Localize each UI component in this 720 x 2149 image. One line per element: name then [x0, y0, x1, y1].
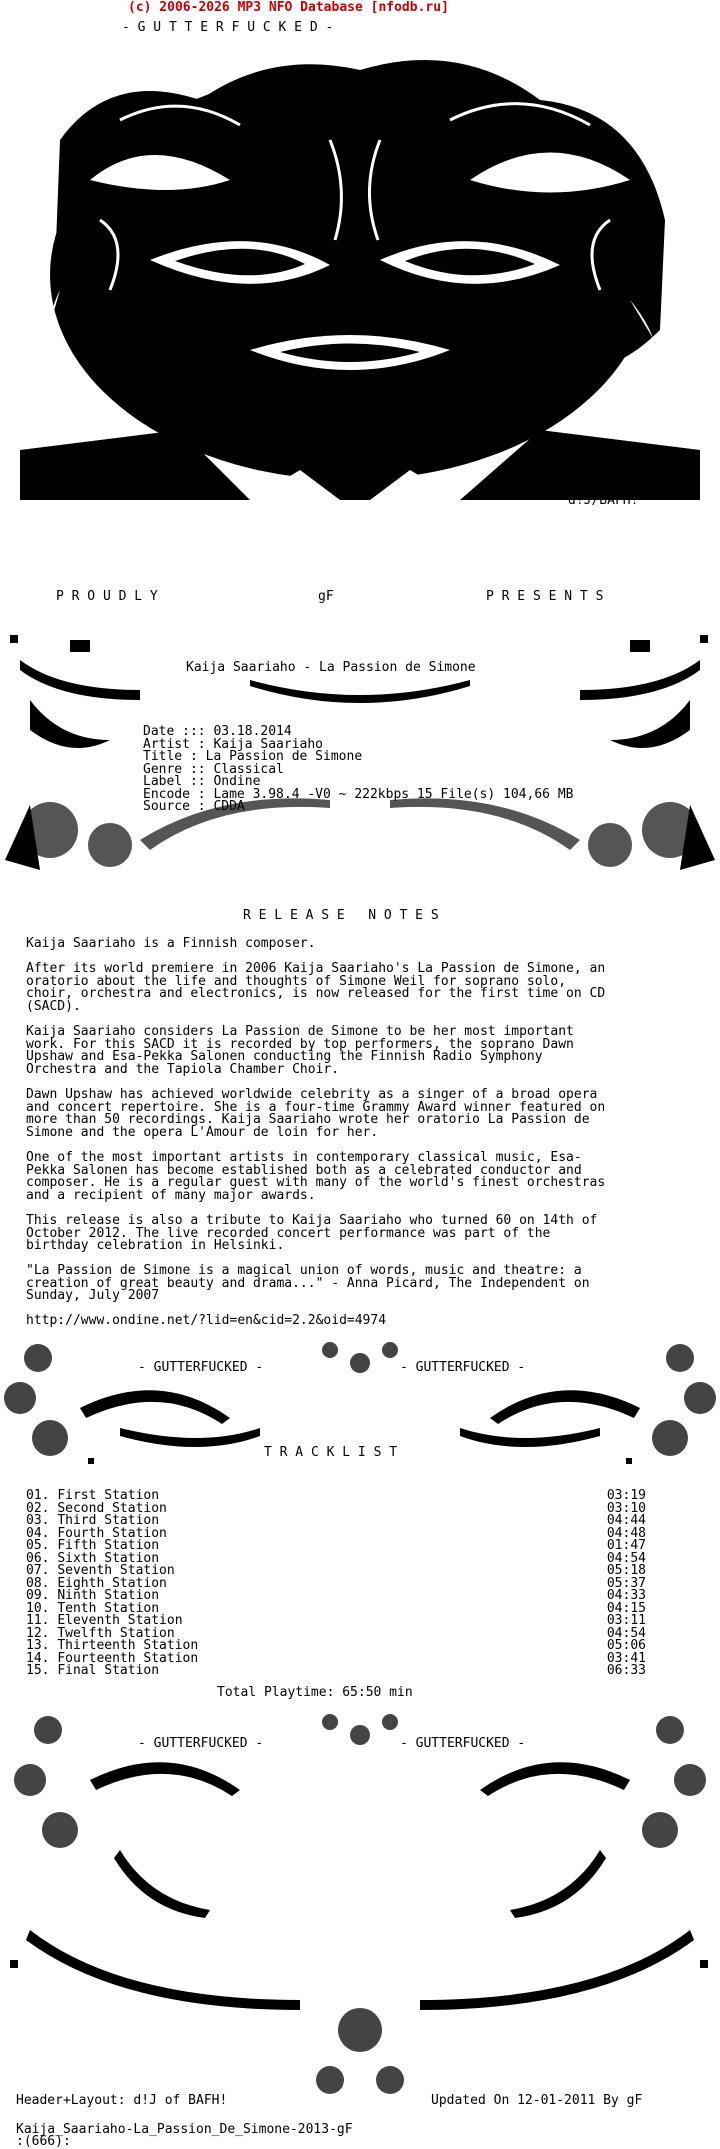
- track-number: 10.: [26, 1600, 50, 1616]
- track-number: 02.: [26, 1500, 50, 1516]
- divider-left-label-2: - GUTTERFUCKED -: [138, 1736, 264, 1751]
- release-info: [143, 726, 573, 814]
- track-number: 06.: [26, 1550, 50, 1566]
- track-number: 03.: [26, 1513, 50, 1528]
- info-label: Label :: Ondine: [143, 774, 261, 789]
- notes-paragraph-4: Dawn Upshaw has achieved worldwide celebrity as a singer of a broad opera and concert repertoire. She is a four-time Grammy Award winner featured on more than 50 recordings. Kaija Saariaho wrote her oratorio La Passion de Simone and the opera L'Amour de loin for her.: [26, 1087, 606, 1140]
- ascii-face-art: [0, 30, 720, 550]
- track-duration: 05:06: [606, 1638, 646, 1653]
- track-title: Ninth Station: [57, 1588, 160, 1603]
- track-title: Eighth Station: [57, 1575, 167, 1591]
- track-number: 11.: [26, 1613, 50, 1628]
- footer-credits: Header+Layout: d!J of BAFH!: [16, 2093, 228, 2108]
- info-title: Title : La Passion de Simone: [143, 749, 363, 764]
- divider-art-2: [0, 1700, 720, 2120]
- footer-filename: Kaija_Saariaho-La_Passion_De_Simone-2013-gF: [16, 2122, 353, 2137]
- gf-label: gF: [318, 589, 334, 604]
- track-number: 05.: [26, 1538, 50, 1553]
- group-title: - G U T T E R F U C K E D -: [122, 20, 334, 35]
- track-duration: 03:41: [606, 1650, 646, 1666]
- track-number: 08.: [26, 1575, 50, 1591]
- track-row: [26, 1665, 646, 1678]
- notes-paragraph-1: Kaija Saariaho is a Finnish composer.: [26, 936, 316, 951]
- release-notes-heading: R E L E A S E N O T E S: [243, 908, 439, 923]
- track-title: Thirteenth Station: [57, 1638, 199, 1653]
- track-title: Sixth Station: [57, 1550, 160, 1566]
- info-genre: Genre :: Classical: [143, 761, 284, 777]
- divider-left-label: - GUTTERFUCKED -: [138, 1360, 264, 1375]
- notes-url[interactable]: http://www.ondine.net/?lid=en&cid=2.2&oid=4974: [26, 1313, 387, 1328]
- track-title: Fourth Station: [57, 1525, 167, 1541]
- notes-paragraph-6: This release is also a tribute to Kaija Saariaho who turned 60 on 14th of October 2012. The live recorded concert performance was part of the birthday celebration in Helsinki.: [26, 1213, 598, 1253]
- footer-tag: :(666):: [16, 2134, 71, 2149]
- info-artist: Artist : Kaija Saariaho: [143, 736, 324, 752]
- track-title: Tenth Station: [57, 1600, 160, 1616]
- presents-label: P R E S E N T S: [486, 589, 604, 604]
- art-signature: d!J/BAFH!: [568, 493, 639, 508]
- divider-right-label: - GUTTERFUCKED -: [400, 1360, 526, 1375]
- track-duration: 06:33: [606, 1663, 646, 1678]
- track-number: 01.: [26, 1488, 50, 1503]
- total-playtime: Total Playtime: 65:50 min: [217, 1685, 413, 1700]
- release-title: Kaija Saariaho - La Passion de Simone: [186, 660, 476, 675]
- track-duration: 01:47: [606, 1538, 646, 1553]
- info-date: Date ::: 03.18.2014: [143, 724, 292, 739]
- notes-paragraph-2: After its world premiere in 2006 Kaija Saariaho's La Passion de Simone, an oratorio about the life and thoughts of Simone Weil for soprano solo, choir, orchestra and electronics, is now released for the first time on CD (SACD).: [26, 961, 606, 1014]
- divider-art-1: [0, 1328, 720, 1488]
- copyright-line: (c) 2006-2026 MP3 NFO Database [nfodb.ru]: [128, 0, 449, 15]
- proudly-label: P R O U D L Y: [56, 589, 158, 604]
- track-number: 09.: [26, 1588, 50, 1603]
- track-duration: 04:54: [606, 1625, 646, 1641]
- track-duration: 05:18: [606, 1563, 646, 1578]
- track-title: Seventh Station: [57, 1563, 175, 1578]
- notes-paragraph-7: "La Passion de Simone is a magical union of words, music and theatre: a creation of great beauty and drama..." - Anna Picard, The Independent on Sunday, July 2007: [26, 1263, 590, 1303]
- track-title: Eleventh Station: [57, 1613, 183, 1628]
- track-duration: 05:37: [606, 1575, 646, 1591]
- track-title: Third Station: [57, 1513, 160, 1528]
- track-duration: 04:33: [606, 1588, 646, 1603]
- info-encode: Encode : Lame 3.98.4 -V0 ~ 222kbps 15 File(s) 104,66 MB: [143, 786, 574, 802]
- track-number: 12.: [26, 1625, 50, 1641]
- track-duration: 04:54: [606, 1550, 646, 1566]
- tracklist-heading: T R A C K L I S T: [264, 1445, 398, 1460]
- info-source: Source : CDDA: [143, 799, 245, 814]
- track-title: Fourteenth Station: [57, 1650, 199, 1666]
- track-title: First Station: [57, 1488, 160, 1503]
- track-duration: 04:48: [606, 1525, 646, 1541]
- track-number: 14.: [26, 1650, 50, 1666]
- track-title: Fifth Station: [57, 1538, 160, 1553]
- track-duration: 03:19: [606, 1488, 646, 1503]
- track-duration: 03:11: [606, 1613, 646, 1628]
- track-title: Final Station: [57, 1663, 160, 1678]
- track-number: 15.: [26, 1663, 50, 1678]
- notes-paragraph-3: Kaija Saariaho considers La Passion de Simone to be her most important work. For this SACD it is recorded by top performers, the soprano Dawn Upshaw and Esa-Pekka Salonen conducting the Finnish Radio Symphony Orchestra and the Tapiola Chamber Choir.: [26, 1024, 574, 1077]
- track-number: 13.: [26, 1638, 50, 1653]
- notes-paragraph-5: One of the most important artists in contemporary classical music, Esa- Pekka Salonen has become established both as a celebrated conductor and composer. He is a regular guest with many of the world's finest orchestras and a recipient of many major awards.: [26, 1150, 606, 1203]
- track-duration: 04:44: [606, 1513, 646, 1528]
- track-duration: 03:10: [606, 1500, 646, 1516]
- track-number: 07.: [26, 1563, 50, 1578]
- track-title: Second Station: [57, 1500, 167, 1516]
- divider-right-label-2: - GUTTERFUCKED -: [400, 1736, 526, 1751]
- track-number: 04.: [26, 1525, 50, 1541]
- track-duration: 04:15: [606, 1600, 646, 1616]
- track-title: Twelfth Station: [57, 1625, 175, 1641]
- footer-updated: Updated On 12-01-2011 By gF: [431, 2093, 643, 2108]
